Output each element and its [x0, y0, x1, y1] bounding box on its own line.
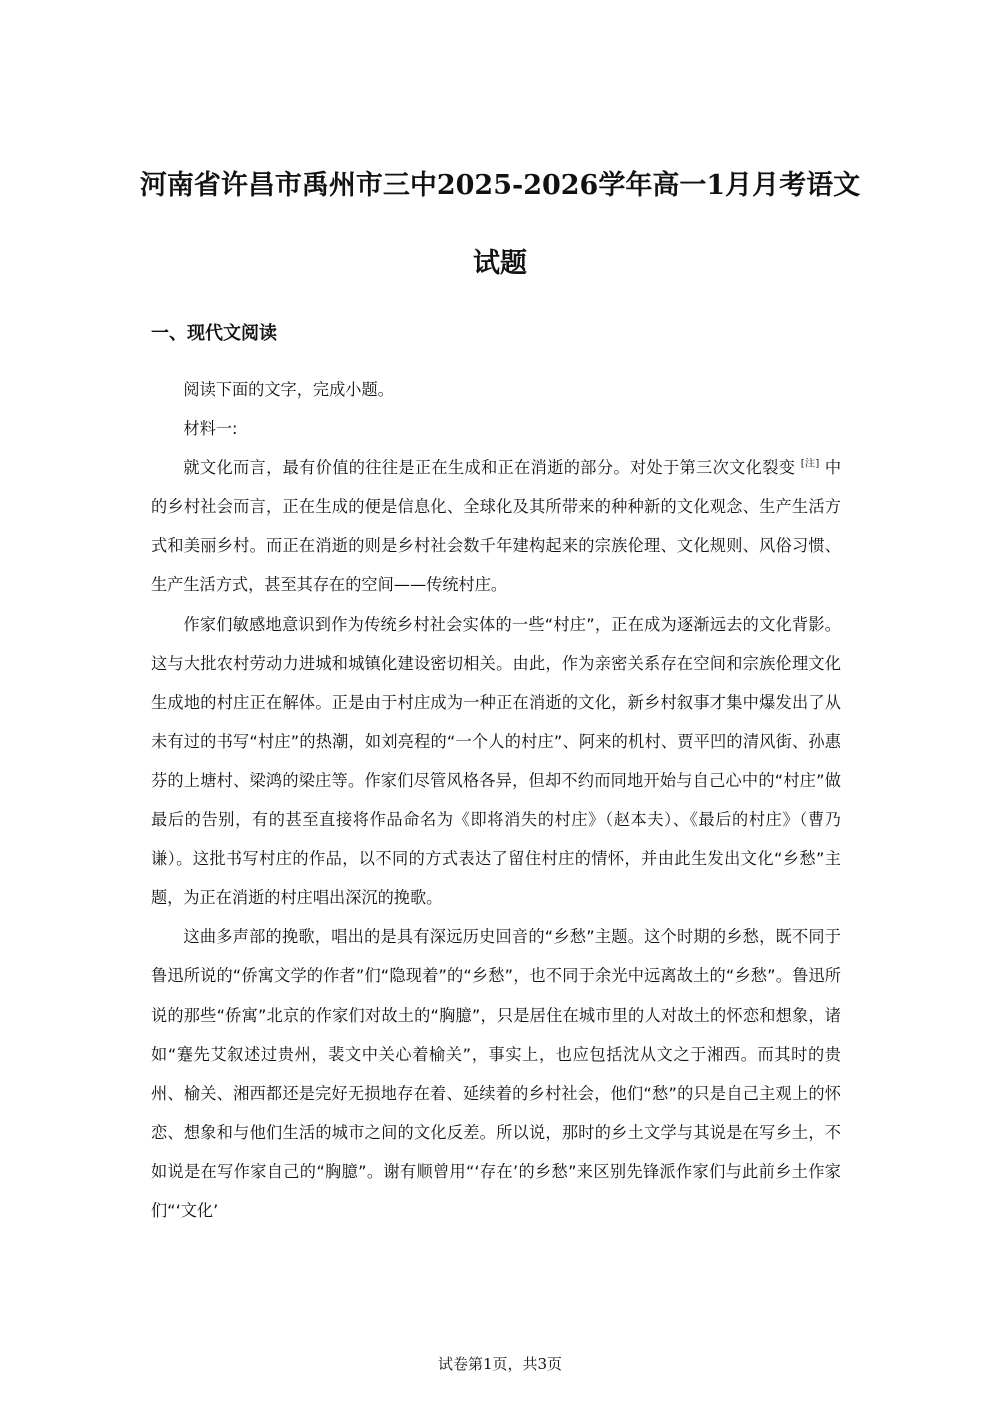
- material-label: 材料一:: [183, 419, 238, 439]
- exam-title-line1: 河南省许昌市禹州市三中2025-2026学年高一1月月考语文: [139, 170, 861, 201]
- reading-passage: [151, 370, 841, 1230]
- section-heading: 一、现代文阅读: [151, 323, 277, 344]
- footnote-marker: [注]: [800, 458, 820, 470]
- paragraph-1-part-b: 中的乡村社会而言，正在生成的便是信息化、全球化及其所带来的种种新的文化观念、生产生活方式和美丽乡村。而正在消逝的则是乡村社会数千年建构起来的宗族伦理、文化规则、风俗习惯、生产生活方式，甚至其存在的空间——传统村庄。: [151, 458, 841, 595]
- passage-paragraph-3: 这曲多声部的挽歌，唱出的是具有深远历史回音的“乡愁”主题。这个时期的乡愁，既不同于鲁迅所说的“侨寓文学的作者”们“隐现着”的“乡愁”，也不同于余光中远离故土的“乡愁”。鲁迅所说的那些“侨寓”北京的作家们对故土的“胸臆”，只是居住在城市里的人对故土的怀恋和想象，诸如“蹇先艾叙述过贵州，裴文中关心着榆关”，事实上，也应包括沈从文之于湘西。而其时的贵州、榆关、湘西都还是完好无损地存在着、延续着的乡村社会，他们“愁”的只是自己主观上的怀恋、想象和与他们生活的城市之间的文化反差。所以说，那时的乡土文学与其说是在写乡土，不如说是在写作家自己的“胸臆”。谢有顺曾用“‘存在’的乡愁”来区别先锋派作家们与此前乡土作家们“‘文化’: [151, 927, 841, 1220]
- paragraph-1-part-a: 就文化而言，最有价值的往往是正在生成和正在消逝的部分。对处于第三次文化裂变: [183, 458, 796, 478]
- passage-paragraph-2: 作家们敏感地意识到作为传统乡村社会实体的一些“村庄”，正在成为逐渐远去的文化背影。这与大批农村劳动力进城和城镇化建设密切相关。由此，作为亲密关系存在空间和宗族伦理文化生成地的村庄正在解体。正是由于村庄成为一种正在消逝的文化，新乡村叙事才集中爆发出了从未有过的书写“村庄”的热潮，如刘亮程的“一个人的村庄”、阿来的机村、贾平凹的清风街、孙惠芬的上塘村、梁鸿的梁庄等。作家们尽管风格各异，但却不约而同地开始与自己心中的“村庄”做最后的告别，有的甚至直接将作品命名为《即将消失的村庄》（赵本夫）、《最后的村庄》（曹乃谦）。这批书写村庄的作品，以不同的方式表达了留住村庄的情怀，并由此生发出文化“乡愁”主题，为正在消逝的村庄唱出深沉的挽歌。: [151, 614, 841, 908]
- page-footer: 试卷第1页，共3页: [437, 1355, 563, 1373]
- instruction-text: 阅读下面的文字，完成小题。: [183, 380, 394, 399]
- exam-title-line2: 试题: [473, 248, 527, 279]
- passage-paragraph-1: [151, 448, 841, 604]
